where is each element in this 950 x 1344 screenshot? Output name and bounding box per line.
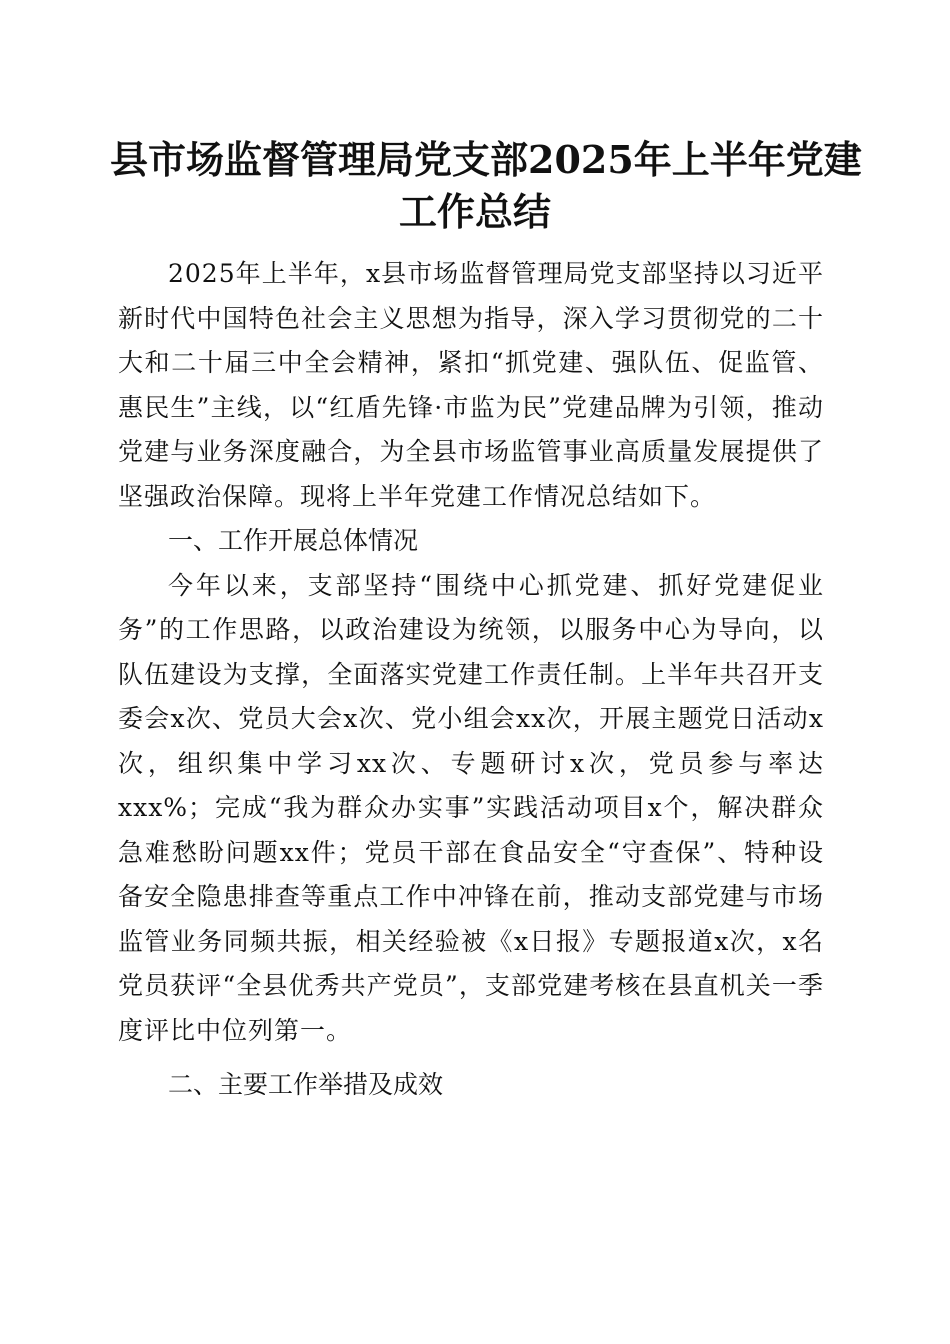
title-line-1: 县市场监督管理局党支部2025年上半年党建 <box>110 137 862 182</box>
document-title <box>110 134 862 238</box>
section-2-heading: 二、主要工作举措及成效 <box>168 1070 444 1099</box>
section-1-paragraph: 今年以来，支部坚持“围绕中心抓党建、抓好党建促业务”的工作思路，以政治建设为统领，以服务中心为导向，以队伍建设为支撑，全面落实党建工作责任制。上半年共召开支委会x次、党员大会x次、党小组会xx次，开展主题党日活动x次，组织集中学习xx次、专题研讨x次，党员参与率达xxx%；完成“我为群众办实事”实践活动项目x个，解决群众急难愁盼问题xx件；党员干部在食品安全“守查保”、特种设备安全隐患排查等重点工作中冲锋在前，推动支部党建与市场监管业务同频共振，相关经验被《x日报》专题报道x次，x名党员获评“全县优秀共产党员”，支部党建考核在县直机关一季度评比中位列第一。 <box>118 570 824 1045</box>
document-body <box>118 252 824 1108</box>
intro-paragraph: 2025年上半年，x县市场监督管理局党支部坚持以习近平新时代中国特色社会主义思想为指导，深入学习贯彻党的二十大和二十届三中全会精神，紧扣“抓党建、强队伍、促监管、惠民生”主线，以“红盾先锋·市监为民”党建品牌为引领，推动党建与业务深度融合，为全县市场监管事业高质量发展提供了坚强政治保障。现将上半年党建工作情况总结如下。 <box>118 259 824 511</box>
title-line-2: 工作总结 <box>398 189 551 234</box>
section-1-heading: 一、工作开展总体情况 <box>168 526 419 555</box>
